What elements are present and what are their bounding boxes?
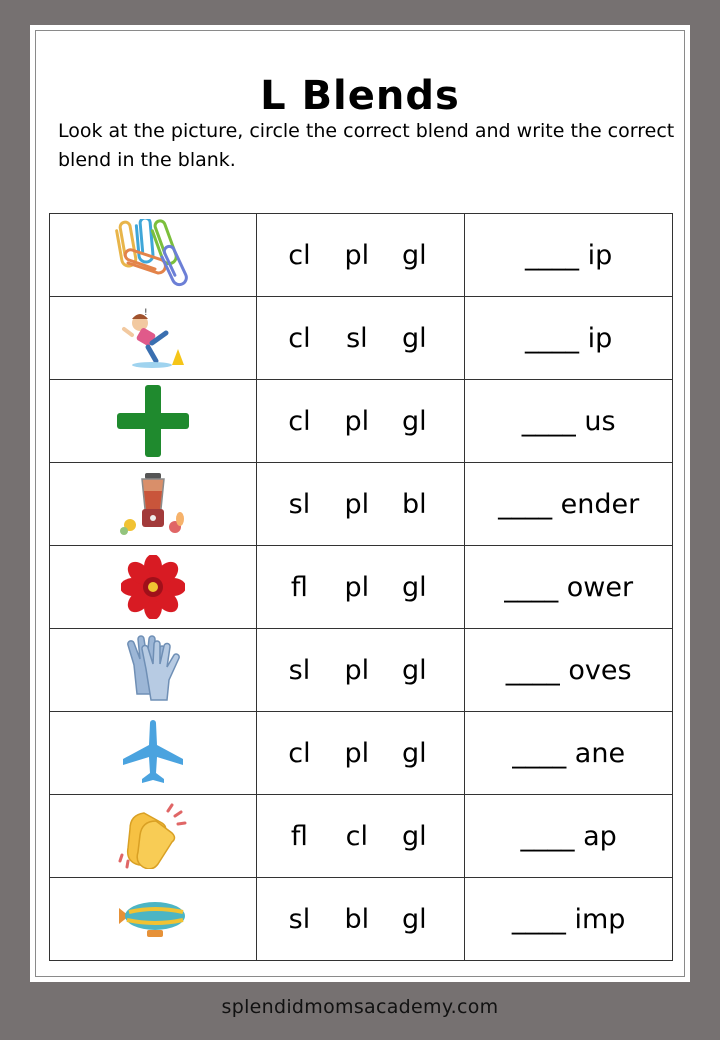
blend-option[interactable]: gl <box>401 654 427 686</box>
blend-option[interactable]: gl <box>401 737 427 769</box>
blimp-icon <box>115 896 191 942</box>
picture-cell <box>50 795 257 878</box>
blend-option[interactable]: pl <box>344 405 370 437</box>
blend-option[interactable]: gl <box>401 405 427 437</box>
website-footer: splendidmomsacademy.com <box>221 996 499 1018</box>
blend-option[interactable]: sl <box>346 322 368 354</box>
blend-option[interactable]: pl <box>344 737 370 769</box>
gloves-icon <box>120 635 186 705</box>
instructions: Look at the picture, circle the correct blend and write the correct blend in the blank. <box>58 120 675 171</box>
picture-cell <box>50 546 257 629</box>
blend-option[interactable]: bl <box>344 903 370 935</box>
table-row <box>50 712 673 795</box>
picture-cell <box>50 380 257 463</box>
table-row <box>50 463 673 546</box>
blend-choices[interactable] <box>257 214 465 297</box>
blend-option[interactable]: gl <box>401 820 427 852</box>
answer-blank[interactable]: ____ ender <box>465 463 673 546</box>
page-title: L Blends <box>260 73 460 119</box>
picture-cell <box>50 214 257 297</box>
svg-text:!: ! <box>144 308 148 318</box>
picture-cell <box>50 463 257 546</box>
blend-option[interactable]: cl <box>288 405 311 437</box>
blend-choices[interactable] <box>257 297 465 380</box>
blend-option[interactable]: cl <box>288 239 311 271</box>
answer-blank[interactable]: ____ us <box>465 380 673 463</box>
blend-option[interactable]: pl <box>344 571 370 603</box>
blend-option[interactable]: pl <box>344 239 370 271</box>
flower-icon <box>121 555 185 619</box>
picture-cell <box>50 712 257 795</box>
blend-option[interactable]: fl <box>290 820 308 852</box>
table-row <box>50 629 673 712</box>
blend-choices[interactable] <box>257 629 465 712</box>
blend-option[interactable]: sl <box>288 654 311 686</box>
answer-blank[interactable]: ____ oves <box>465 629 673 712</box>
picture-cell <box>50 297 257 380</box>
answer-blank[interactable]: ____ imp <box>465 878 673 961</box>
answer-blank[interactable]: ____ ap <box>465 795 673 878</box>
answer-blank[interactable]: ____ ip <box>465 297 673 380</box>
blend-choices[interactable] <box>257 712 465 795</box>
blend-option[interactable]: cl <box>288 737 311 769</box>
blend-option[interactable]: pl <box>344 488 370 520</box>
airplane-icon <box>120 717 186 789</box>
table-row <box>50 878 673 961</box>
blend-option[interactable]: bl <box>401 488 427 520</box>
blend-option[interactable]: sl <box>288 903 311 935</box>
blender-icon <box>118 471 188 537</box>
blend-option[interactable]: cl <box>345 820 369 852</box>
table-row <box>50 546 673 629</box>
table-row <box>50 380 673 463</box>
answer-blank[interactable]: ____ ip <box>465 214 673 297</box>
table-row <box>50 214 673 297</box>
worksheet-page <box>30 25 690 982</box>
blend-choices[interactable] <box>257 878 465 961</box>
answer-blank[interactable]: ____ ane <box>465 712 673 795</box>
slipping-girl-icon <box>118 305 188 371</box>
blend-choices[interactable] <box>257 795 465 878</box>
picture-cell <box>50 629 257 712</box>
blend-option[interactable]: fl <box>290 571 308 603</box>
paperclips-icon <box>108 219 198 291</box>
table-row <box>50 297 673 380</box>
blend-option[interactable]: gl <box>401 322 427 354</box>
clapping-hands-icon <box>118 803 188 869</box>
blend-choices[interactable] <box>257 463 465 546</box>
blend-option[interactable]: cl <box>288 322 311 354</box>
blend-option[interactable]: gl <box>401 903 427 935</box>
picture-cell <box>50 878 257 961</box>
blend-choices[interactable] <box>257 380 465 463</box>
answer-blank[interactable]: ____ ower <box>465 546 673 629</box>
blends-table <box>49 213 673 961</box>
blend-option[interactable]: pl <box>344 654 370 686</box>
blend-choices[interactable] <box>257 546 465 629</box>
blend-option[interactable]: sl <box>288 488 311 520</box>
plus-sign-icon <box>115 383 191 459</box>
table-row <box>50 795 673 878</box>
blend-option[interactable]: gl <box>401 239 427 271</box>
blend-option[interactable]: gl <box>401 571 427 603</box>
